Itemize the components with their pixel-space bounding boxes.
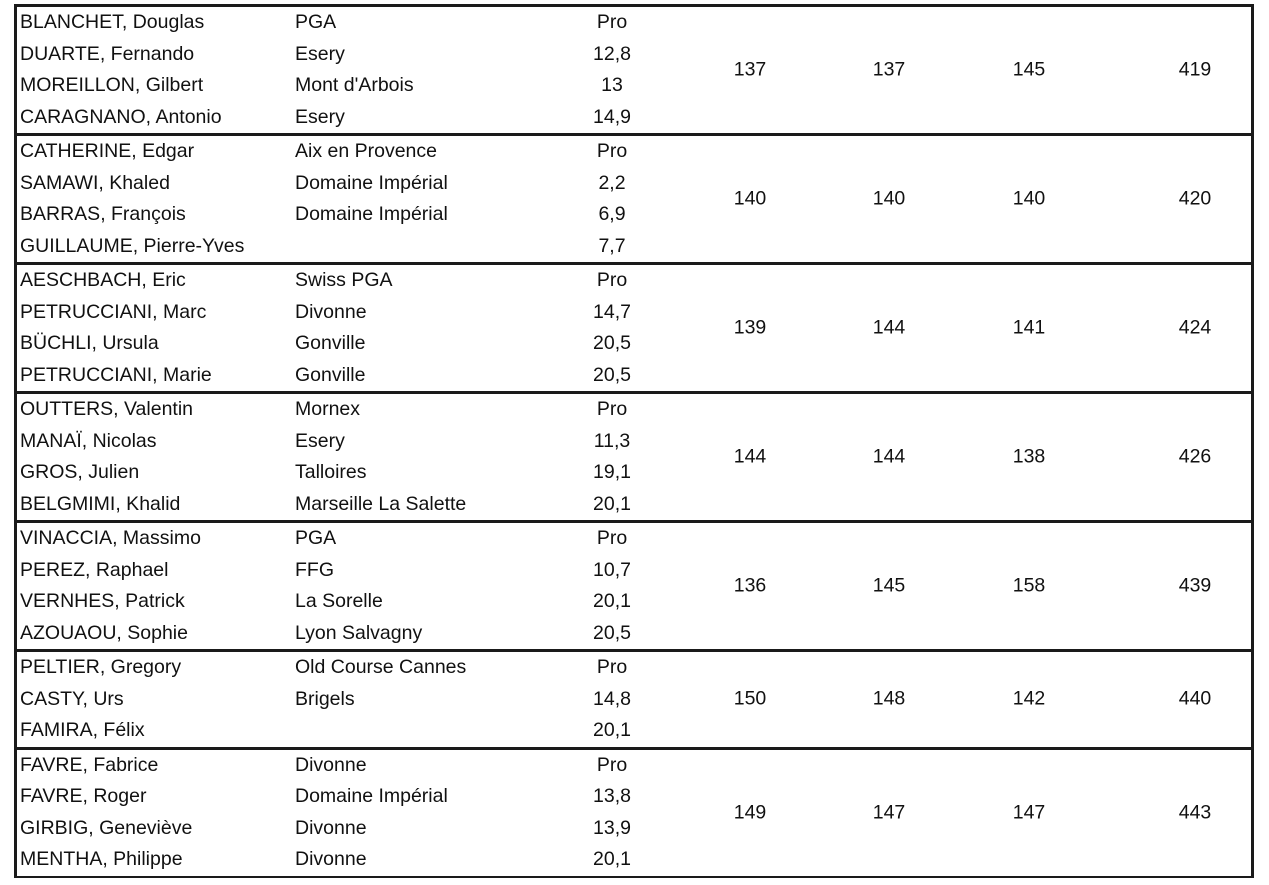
player-name: BLANCHET, Douglas <box>20 11 205 33</box>
player-name: MANAÏ, Nicolas <box>20 429 157 452</box>
player-club: Brigels <box>295 687 355 710</box>
player-row <box>17 168 1251 200</box>
score-round-2: 147 <box>872 801 906 823</box>
player-name: FAVRE, Fabrice <box>20 753 159 776</box>
player-handicap: Pro <box>596 753 628 776</box>
team-group <box>17 265 1251 394</box>
player-row <box>17 136 1251 168</box>
score-round-3: 147 <box>1012 801 1046 823</box>
player-name: PEREZ, Raphael <box>20 558 169 581</box>
score-round-2: 137 <box>872 58 906 81</box>
score-round-3: 141 <box>1012 316 1046 339</box>
player-row <box>17 102 1251 134</box>
player-handicap: 2,2 <box>598 171 626 194</box>
score-round-1: 139 <box>733 316 767 339</box>
player-club: La Sorelle <box>295 590 383 612</box>
player-row <box>17 652 1251 684</box>
team-group <box>17 750 1251 878</box>
player-club: Esery <box>295 105 345 128</box>
player-handicap: 14,8 <box>593 687 631 710</box>
player-row <box>17 199 1251 231</box>
team-group <box>17 523 1251 652</box>
player-row <box>17 781 1251 813</box>
player-row <box>17 750 1251 782</box>
player-handicap: 11,3 <box>593 429 631 452</box>
score-round-3: 145 <box>1012 58 1046 81</box>
player-handicap: 10,7 <box>593 558 631 581</box>
player-club: Gonville <box>295 332 366 354</box>
score-total: 439 <box>1178 574 1212 597</box>
score-round-2: 144 <box>872 445 906 468</box>
player-club: Esery <box>295 429 345 452</box>
score-round-2: 140 <box>872 187 906 210</box>
score-total: 420 <box>1178 187 1212 210</box>
player-name: MENTHA, Philippe <box>20 848 183 870</box>
player-handicap: Pro <box>596 656 628 678</box>
player-handicap: 14,7 <box>593 300 631 323</box>
score-round-1: 137 <box>733 58 767 81</box>
player-club: Gonville <box>295 363 366 386</box>
player-row <box>17 39 1251 71</box>
player-row <box>17 265 1251 297</box>
player-row <box>17 360 1251 392</box>
player-name: BELGMIMI, Khalid <box>20 492 181 515</box>
player-club: Lyon Salvagny <box>295 621 423 644</box>
player-row <box>17 394 1251 426</box>
player-handicap: 13,9 <box>593 816 631 839</box>
team-group <box>17 652 1251 750</box>
player-row <box>17 684 1251 716</box>
score-total: 419 <box>1178 58 1212 81</box>
player-handicap: 7,7 <box>598 234 626 257</box>
player-name: GIRBIG, Geneviève <box>20 816 193 839</box>
player-handicap: 20,5 <box>593 363 631 386</box>
player-club: Domaine Impérial <box>295 785 448 807</box>
player-row <box>17 813 1251 845</box>
player-name: BARRAS, François <box>20 203 186 225</box>
player-row <box>17 715 1251 747</box>
player-handicap: Pro <box>596 527 628 549</box>
player-row <box>17 297 1251 329</box>
player-handicap: 19,1 <box>593 461 631 483</box>
player-name: GUILLAUME, Pierre-Yves <box>20 234 245 257</box>
score-round-3: 158 <box>1012 574 1046 597</box>
score-round-2: 148 <box>872 687 906 710</box>
score-round-1: 140 <box>733 187 767 210</box>
player-row <box>17 555 1251 587</box>
player-name: VINACCIA, Massimo <box>20 527 201 549</box>
player-club: Mornex <box>295 398 361 420</box>
player-club: Old Course Cannes <box>295 656 467 678</box>
player-row <box>17 586 1251 618</box>
player-club: Divonne <box>295 300 367 323</box>
player-handicap: 20,1 <box>593 590 631 612</box>
player-name: CARAGNANO, Antonio <box>20 105 222 128</box>
player-handicap: 12,8 <box>593 42 631 65</box>
score-round-1: 149 <box>733 801 767 823</box>
score-round-3: 142 <box>1012 687 1046 710</box>
player-handicap: 20,1 <box>593 848 631 870</box>
player-club: Divonne <box>295 816 367 839</box>
player-handicap: 14,9 <box>593 105 631 128</box>
player-name: FAMIRA, Félix <box>20 719 145 741</box>
player-name: VERNHES, Patrick <box>20 590 185 612</box>
player-club: Marseille La Salette <box>295 492 467 515</box>
player-club: Mont d'Arbois <box>295 74 414 96</box>
player-club: Aix en Provence <box>295 140 437 162</box>
score-total: 424 <box>1178 316 1212 339</box>
player-row <box>17 457 1251 489</box>
score-round-2: 144 <box>872 316 906 339</box>
score-round-3: 138 <box>1012 445 1046 468</box>
player-handicap: 20,5 <box>593 621 631 644</box>
player-handicap: 13,8 <box>593 785 631 807</box>
team-group <box>17 7 1251 136</box>
player-handicap: 6,9 <box>598 203 626 225</box>
player-club: Swiss PGA <box>295 269 393 291</box>
player-row <box>17 489 1251 521</box>
player-name: BÜCHLI, Ursula <box>20 332 159 354</box>
player-name: PETRUCCIANI, Marc <box>20 300 207 323</box>
player-handicap: Pro <box>596 269 628 291</box>
score-total: 426 <box>1178 445 1212 468</box>
team-group <box>17 136 1251 265</box>
score-round-1: 144 <box>733 445 767 468</box>
player-name: OUTTERS, Valentin <box>20 398 194 420</box>
player-name: DUARTE, Fernando <box>20 42 195 65</box>
player-row <box>17 523 1251 555</box>
player-club: FFG <box>295 558 334 581</box>
player-handicap: 20,5 <box>593 332 631 354</box>
player-name: CASTY, Urs <box>20 687 124 710</box>
player-row <box>17 70 1251 102</box>
player-handicap: 20,1 <box>593 719 631 741</box>
player-club: Talloires <box>295 461 367 483</box>
player-row <box>17 328 1251 360</box>
player-row <box>17 426 1251 458</box>
player-name: AZOUAOU, Sophie <box>20 621 188 644</box>
player-handicap: Pro <box>596 398 628 420</box>
player-club: Divonne <box>295 848 367 870</box>
player-club: Esery <box>295 42 345 65</box>
player-row <box>17 844 1251 876</box>
score-round-1: 136 <box>733 574 767 597</box>
player-row <box>17 7 1251 39</box>
player-name: MOREILLON, Gilbert <box>20 74 204 96</box>
player-club: Divonne <box>295 753 367 776</box>
player-name: PETRUCCIANI, Marie <box>20 363 212 386</box>
player-club: PGA <box>295 11 337 33</box>
score-round-2: 145 <box>872 574 906 597</box>
player-row <box>17 618 1251 650</box>
player-club: Domaine Impérial <box>295 203 448 225</box>
player-row <box>17 231 1251 263</box>
player-handicap: 13 <box>601 74 623 96</box>
team-group <box>17 394 1251 523</box>
score-round-1: 150 <box>733 687 767 710</box>
score-round-3: 140 <box>1012 187 1046 210</box>
player-name: FAVRE, Roger <box>20 785 147 807</box>
score-total: 443 <box>1178 801 1212 823</box>
player-handicap: 20,1 <box>593 492 631 515</box>
player-handicap: Pro <box>596 140 628 162</box>
player-name: AESCHBACH, Eric <box>20 269 186 291</box>
player-name: GROS, Julien <box>20 461 140 483</box>
player-club: PGA <box>295 527 337 549</box>
player-name: SAMAWI, Khaled <box>20 171 170 194</box>
player-name: CATHERINE, Edgar <box>20 140 195 162</box>
player-club: Domaine Impérial <box>295 171 448 194</box>
results-table <box>14 4 1254 878</box>
score-total: 440 <box>1178 687 1212 710</box>
player-name: PELTIER, Gregory <box>20 656 182 678</box>
player-handicap: Pro <box>596 11 628 33</box>
